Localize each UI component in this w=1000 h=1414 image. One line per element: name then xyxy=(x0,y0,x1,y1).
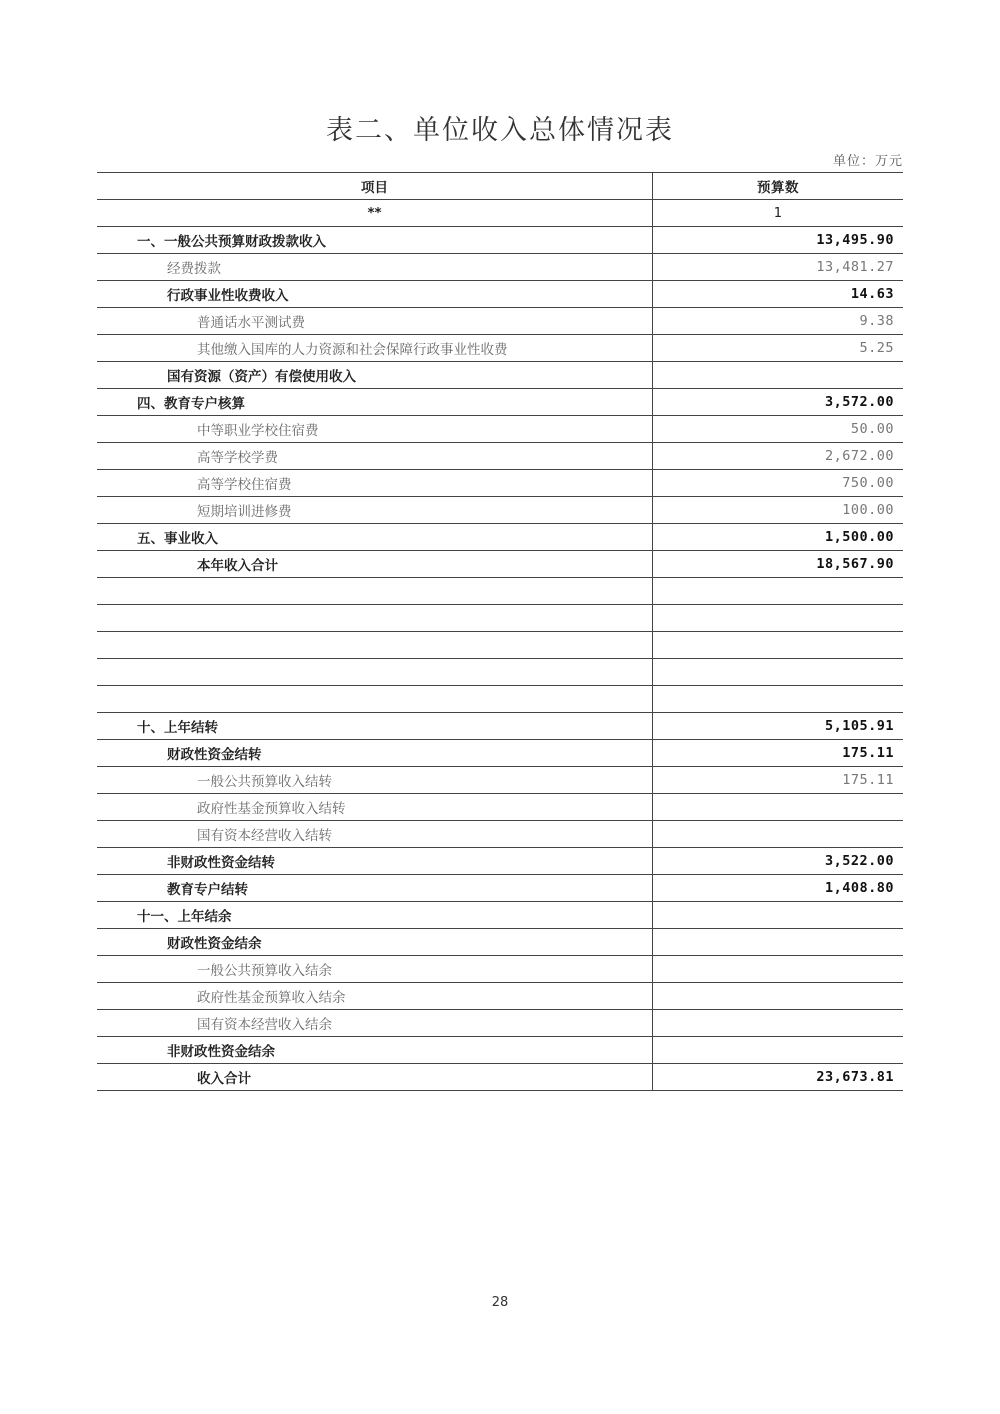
row-value: 23,673.81 xyxy=(653,1064,904,1091)
page-number: 28 xyxy=(491,1295,509,1310)
unit-label: 单位：万元 xyxy=(832,154,903,169)
row-label: 短期培训进修费 xyxy=(97,497,653,524)
row-value: 100.00 xyxy=(653,497,904,524)
row-value: 3,522.00 xyxy=(653,848,904,875)
table-row xyxy=(97,848,903,875)
header-budget: 预算数 xyxy=(653,173,904,200)
row-label: 财政性资金结转 xyxy=(97,740,653,767)
table-header-row xyxy=(97,173,903,200)
row-value xyxy=(653,956,904,983)
table-row xyxy=(97,308,903,335)
row-label: 非财政性资金结余 xyxy=(97,1037,653,1064)
row-label: 经费拨款 xyxy=(97,254,653,281)
table-subheader-row xyxy=(97,200,903,227)
row-value: 5,105.91 xyxy=(653,713,904,740)
row-label: 教育专户结转 xyxy=(97,875,653,902)
row-label: 五、事业收入 xyxy=(97,524,653,551)
table-row xyxy=(97,443,903,470)
row-value: 13,481.27 xyxy=(653,254,904,281)
table-row xyxy=(97,902,903,929)
table-row-total xyxy=(97,1064,903,1091)
row-value xyxy=(653,1037,904,1064)
table-row xyxy=(97,497,903,524)
row-label: 收入合计 xyxy=(97,1064,653,1091)
table-row xyxy=(97,983,903,1010)
row-value xyxy=(653,362,904,389)
row-value: 175.11 xyxy=(653,767,904,794)
row-value xyxy=(653,794,904,821)
page-title: 表二、单位收入总体情况表 xyxy=(326,115,674,146)
row-value: 2,672.00 xyxy=(653,443,904,470)
table-row xyxy=(97,794,903,821)
table-row xyxy=(97,254,903,281)
table-row-empty xyxy=(97,578,903,605)
row-label: 政府性基金预算收入结余 xyxy=(97,983,653,1010)
table-row-empty xyxy=(97,686,903,713)
table-row xyxy=(97,389,903,416)
table-row xyxy=(97,524,903,551)
table-row xyxy=(97,335,903,362)
table-row-empty xyxy=(97,659,903,686)
row-value xyxy=(653,1010,904,1037)
row-label: 高等学校住宿费 xyxy=(97,470,653,497)
row-value: 5.25 xyxy=(653,335,904,362)
row-value: 18,567.90 xyxy=(653,551,904,578)
table-row xyxy=(97,1037,903,1064)
row-label: 国有资本经营收入结转 xyxy=(97,821,653,848)
table-row xyxy=(97,470,903,497)
row-label: 政府性基金预算收入结转 xyxy=(97,794,653,821)
table-row-empty xyxy=(97,632,903,659)
row-label: 一般公共预算收入结转 xyxy=(97,767,653,794)
subheader-budget: 1 xyxy=(653,200,904,227)
table-row xyxy=(97,362,903,389)
table-row xyxy=(97,416,903,443)
row-label: 一、一般公共预算财政拨款收入 xyxy=(97,227,653,254)
row-value: 1,408.80 xyxy=(653,875,904,902)
row-value: 175.11 xyxy=(653,740,904,767)
row-label: 行政事业性收费收入 xyxy=(97,281,653,308)
row-value xyxy=(653,983,904,1010)
row-label: 财政性资金结余 xyxy=(97,929,653,956)
row-label: 一般公共预算收入结余 xyxy=(97,956,653,983)
row-value xyxy=(653,902,904,929)
table-row xyxy=(97,767,903,794)
row-label xyxy=(97,605,653,632)
row-label xyxy=(97,659,653,686)
row-value: 3,572.00 xyxy=(653,389,904,416)
table-row xyxy=(97,551,903,578)
row-value xyxy=(653,659,904,686)
row-value xyxy=(653,929,904,956)
row-value xyxy=(653,632,904,659)
table-row xyxy=(97,227,903,254)
row-value xyxy=(653,578,904,605)
row-label: 普通话水平测试费 xyxy=(97,308,653,335)
row-value: 14.63 xyxy=(653,281,904,308)
row-value xyxy=(653,605,904,632)
table-row xyxy=(97,929,903,956)
income-table xyxy=(97,172,903,1091)
row-label: 高等学校学费 xyxy=(97,443,653,470)
table-row xyxy=(97,713,903,740)
row-label: 十、上年结转 xyxy=(97,713,653,740)
row-value: 13,495.90 xyxy=(653,227,904,254)
row-label: 四、教育专户核算 xyxy=(97,389,653,416)
row-label xyxy=(97,578,653,605)
header-item: 项目 xyxy=(97,173,653,200)
row-label: 国有资本经营收入结余 xyxy=(97,1010,653,1037)
row-value: 750.00 xyxy=(653,470,904,497)
row-label: 本年收入合计 xyxy=(97,551,653,578)
table-row xyxy=(97,740,903,767)
row-label: 中等职业学校住宿费 xyxy=(97,416,653,443)
row-label xyxy=(97,632,653,659)
subheader-item: ** xyxy=(97,200,653,227)
row-label: 十一、上年结余 xyxy=(97,902,653,929)
row-label: 国有资源（资产）有偿使用收入 xyxy=(97,362,653,389)
row-value xyxy=(653,686,904,713)
row-value: 9.38 xyxy=(653,308,904,335)
table-row xyxy=(97,821,903,848)
row-value: 1,500.00 xyxy=(653,524,904,551)
row-label xyxy=(97,686,653,713)
table-row xyxy=(97,875,903,902)
row-label: 其他缴入国库的人力资源和社会保障行政事业性收费 xyxy=(97,335,653,362)
row-value xyxy=(653,821,904,848)
table-row xyxy=(97,1010,903,1037)
table-row xyxy=(97,956,903,983)
row-value: 50.00 xyxy=(653,416,904,443)
table-row xyxy=(97,281,903,308)
row-label: 非财政性资金结转 xyxy=(97,848,653,875)
table-row-empty xyxy=(97,605,903,632)
